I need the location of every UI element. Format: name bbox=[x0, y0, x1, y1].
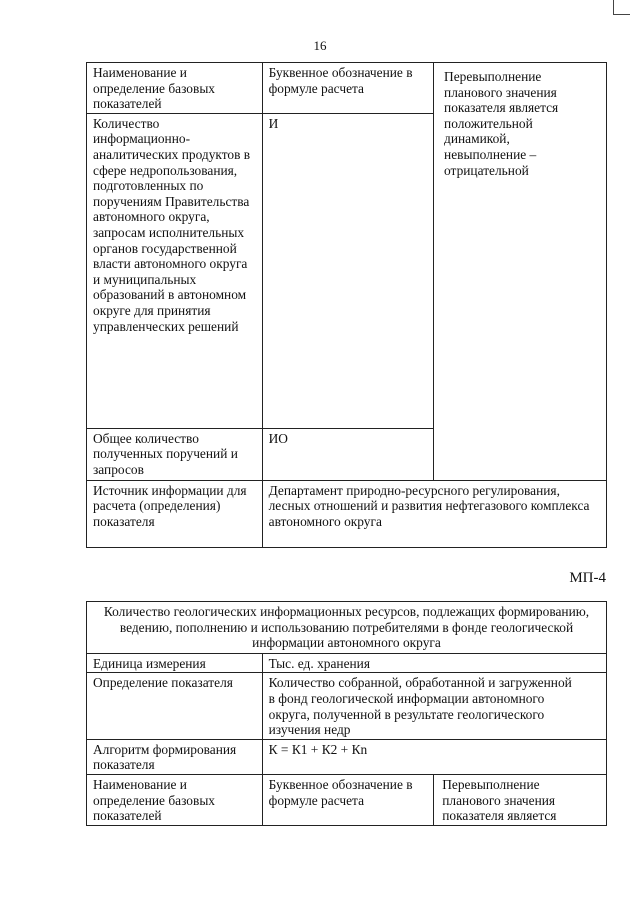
table1-note-text: Перевыполнение планового значения показателя является положительной динамикой, невыполнение – отрицательной bbox=[444, 69, 559, 178]
table-row bbox=[87, 739, 607, 774]
indicator-table-1 bbox=[86, 62, 607, 548]
table2-bottom-row bbox=[87, 774, 607, 825]
table2-row-value: К = К1 + К2 + Кn bbox=[262, 739, 606, 774]
table2-bottom-note: Перевыполнение планового значения показателя является bbox=[434, 774, 607, 825]
table2-row-value: Количество собранной, обработанной и загруженной в фонд геологической информации автономного округа, полученной в результате геологического изучения недр bbox=[262, 673, 606, 739]
table1-header-name: Наименование и определение базовых показателей bbox=[87, 63, 263, 114]
table1-header-symbol: Буквенное обозначение в формуле расчета bbox=[262, 63, 433, 114]
table2-row-value: Тыс. ед. хранения bbox=[262, 653, 606, 673]
table2-title-row bbox=[87, 602, 607, 654]
page-number: 16 bbox=[313, 38, 327, 53]
table1-row-name: Количество информационно-аналитических продуктов в сфере недропользования, подготовленных по поручениям Правительства автономного округа, запросам исполнительных органов государственной власти автономного округа и муниципальных образований в автономном округе для принятия управленческих решений bbox=[87, 113, 263, 428]
table2-bottom-name: Наименование и определение базовых показателей bbox=[87, 774, 263, 825]
indicator-table-2 bbox=[86, 601, 607, 826]
section-code: МП-4 bbox=[569, 570, 606, 586]
table1-source-label: Источник информации для расчета (определения) показателя bbox=[87, 480, 263, 547]
table-row bbox=[87, 653, 607, 673]
table2-row-label: Алгоритм формирования показателя bbox=[87, 739, 263, 774]
table2-row-label: Единица измерения bbox=[87, 653, 263, 673]
table2-bottom-symbol: Буквенное обозначение в формуле расчета bbox=[262, 774, 434, 825]
table-row bbox=[87, 673, 607, 739]
corner-mark bbox=[613, 0, 630, 15]
table1-header-note bbox=[434, 63, 607, 481]
table1-source-value: Департамент природно-ресурсного регулирования, лесных отношений и развития нефтегазового комплекса автономного округа bbox=[262, 480, 606, 547]
table1-source-row bbox=[87, 480, 607, 547]
table1-header-row bbox=[87, 63, 607, 114]
table2-title: Количество геологических информационных ресурсов, подлежащих формированию, ведению, пополнению и использованию потребителями в фонде геологической информации автономного округа bbox=[87, 602, 607, 654]
table1-row-symbol: ИО bbox=[262, 428, 433, 480]
table1-row-name: Общее количество полученных поручений и запросов bbox=[87, 428, 263, 480]
table2-row-label: Определение показателя bbox=[87, 673, 263, 739]
table1-row-symbol: И bbox=[262, 113, 433, 428]
